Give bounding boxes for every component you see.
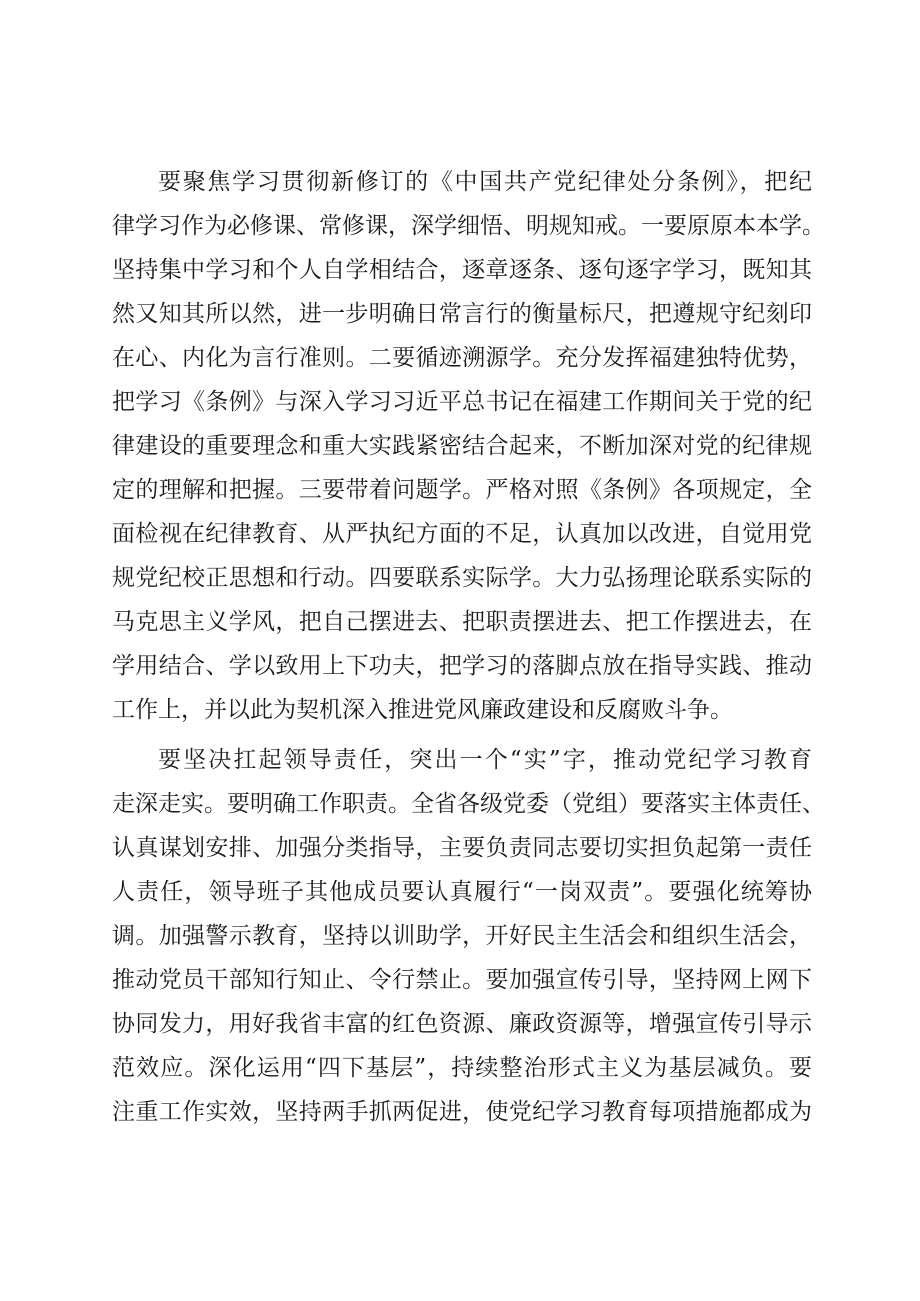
text-line: 马克思主义学风，把自己摆进去、把职责摆进去、把工作摆进去，在 <box>112 609 812 635</box>
text-line: 把学习《条例》与深入学习习近平总书记在福建工作期间关于党的纪 <box>112 389 812 415</box>
paragraph-2 <box>112 738 825 1134</box>
text-line: 调。加强警示教育，坚持以训助学，开好民主生活会和组织生活会， <box>112 923 812 949</box>
text-line: 注重工作实效，坚持两手抓两促进，使党纪学习教育每项措施都成为 <box>112 1099 812 1125</box>
text-line: 工作上，并以此为契机深入推进党风廉政建设和反腐败斗争。 <box>112 697 733 723</box>
text-line: 走深走实。要明确工作职责。全省各级党委（党组）要落实主体责任、 <box>112 791 825 817</box>
text-line: 人责任，领导班子其他成员要认真履行“一岗双责”。要强化统筹协 <box>112 879 812 905</box>
text-line: 然又知其所以然，进一步明确日常言行的衡量标尺，把遵规守纪刻印 <box>112 301 812 327</box>
text-line: 坚持集中学习和个人自学相结合，逐章逐条、逐句逐字学习，既知其 <box>112 257 812 283</box>
text-line: 范效应。深化运用“四下基层”，持续整治形式主义为基层减负。要 <box>112 1055 812 1081</box>
text-line: 要坚决扛起领导责任，突出一个“实”字，推动党纪学习教育 <box>158 747 812 773</box>
text-line: 学用结合、学以致用上下功夫，把学习的落脚点放在指导实践、推动 <box>112 653 812 679</box>
text-line: 律建设的重要理念和重大实践紧密结合起来，不断加深对党的纪律规 <box>112 433 812 459</box>
text-line: 推动党员干部知行知止、令行禁止。要加强宣传引导，坚持网上网下 <box>112 967 812 993</box>
text-line: 律学习作为必修课、常修课，深学细悟、明规知戒。一要原原本本学。 <box>112 213 825 239</box>
text-line: 定的理解和把握。三要带着问题学。严格对照《条例》各项规定，全 <box>112 477 812 503</box>
text-line: 协同发力，用好我省丰富的红色资源、廉政资源等，增强宣传引导示 <box>112 1011 812 1037</box>
text-line: 要聚焦学习贯彻新修订的《中国共产党纪律处分条例》，把纪 <box>158 169 812 195</box>
text-line: 面检视在纪律教育、从严执纪方面的不足，认真加以改进，自觉用党 <box>112 521 812 547</box>
document-body <box>112 160 825 1134</box>
text-line: 在心、内化为言行准则。二要循迹溯源学。充分发挥福建独特优势， <box>112 345 812 371</box>
text-line: 认真谋划安排、加强分类指导，主要负责同志要切实担负起第一责任 <box>112 835 812 861</box>
paragraph-1 <box>112 160 825 732</box>
text-line: 规党纪校正思想和行动。四要联系实际学。大力弘扬理论联系实际的 <box>112 565 812 591</box>
